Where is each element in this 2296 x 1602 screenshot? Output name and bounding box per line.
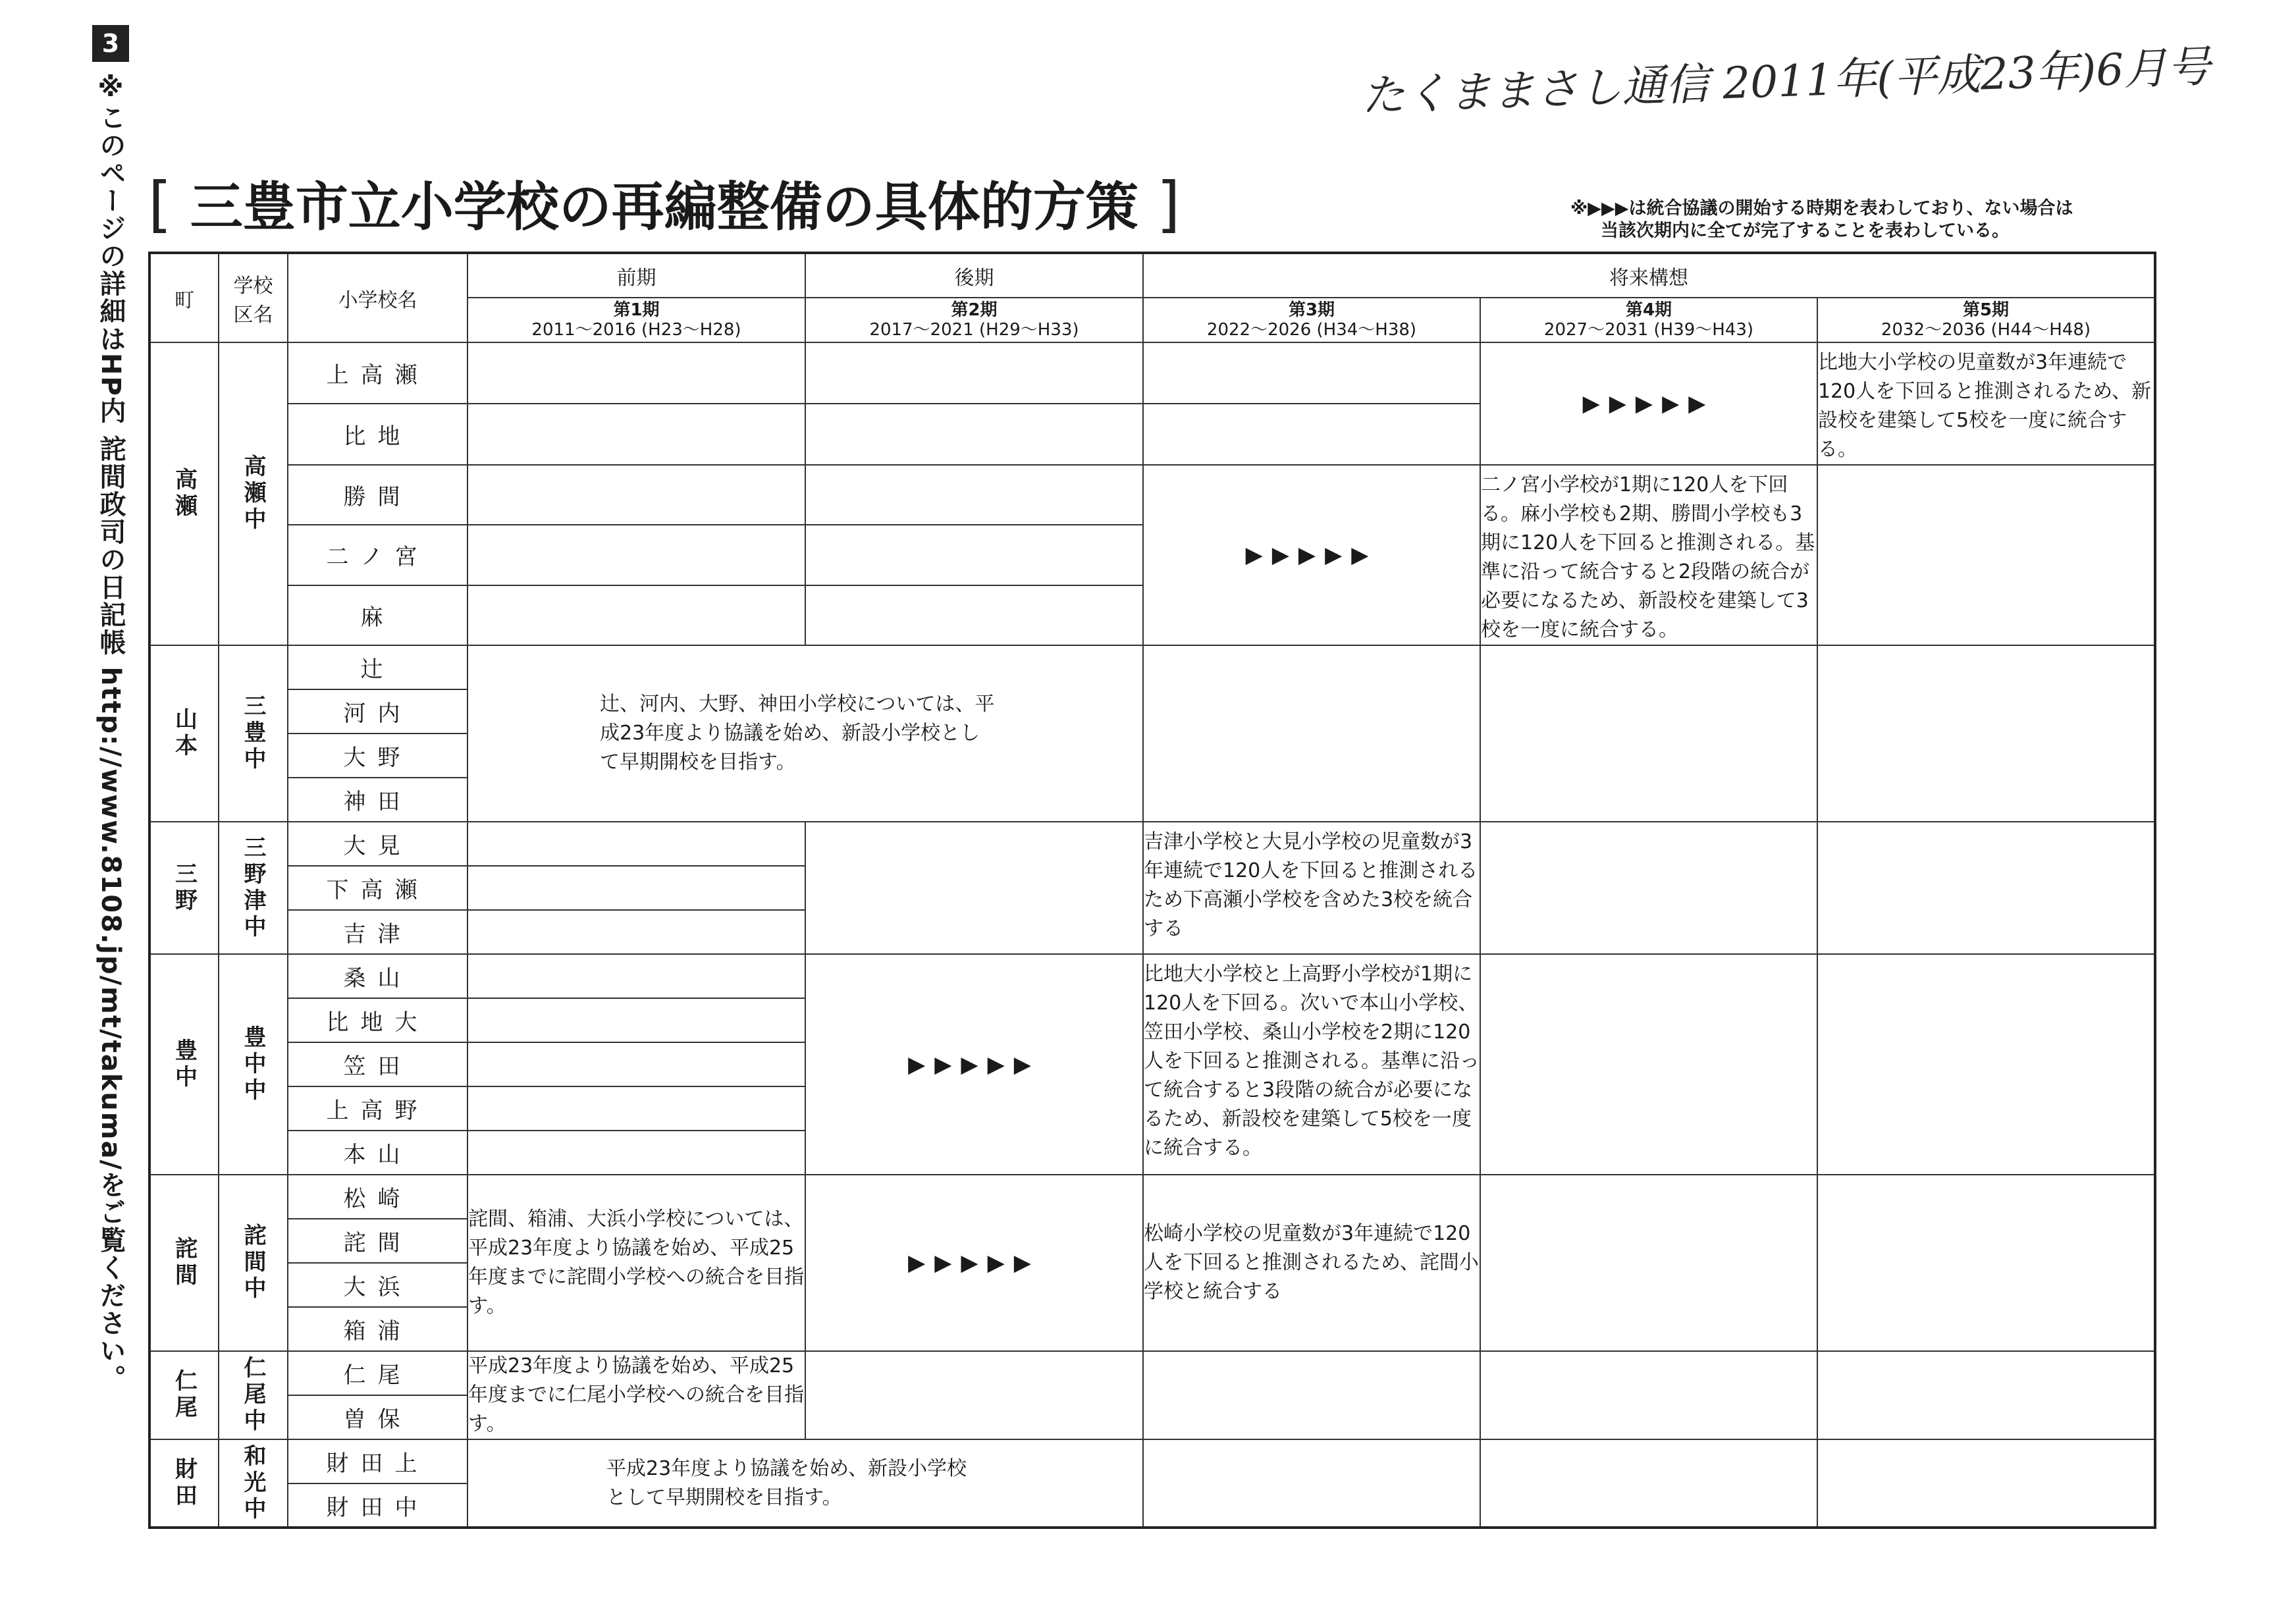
school-name: 下高瀬 — [288, 866, 467, 910]
district-saita: 和光中 — [219, 1439, 288, 1528]
cell-empty — [467, 910, 805, 954]
cell-empty — [467, 1042, 805, 1086]
cell-empty — [467, 585, 805, 645]
cell-empty — [467, 866, 805, 910]
cell-empty — [1480, 1351, 1817, 1439]
cell-empty — [805, 822, 1143, 954]
school-name: 二ノ宮 — [288, 525, 467, 585]
header-district-line2: 区名 — [233, 303, 273, 327]
school-name: 財田中 — [288, 1483, 467, 1528]
period-3-name: 第3期 — [1288, 300, 1335, 320]
town-saita: 財田 — [149, 1439, 219, 1528]
cell-empty — [805, 404, 1143, 465]
arrows-takase-p4: ▶▶▶▶▶ — [1480, 342, 1817, 465]
yamamoto-line2: 成23年度より協議を始め、新設小学校とし — [600, 722, 980, 745]
school-name: 箱浦 — [288, 1307, 467, 1351]
school-name: 比地大 — [288, 998, 467, 1042]
cell-empty — [805, 1351, 1143, 1439]
cell-empty — [1143, 1351, 1480, 1439]
town-mino: 三野 — [149, 822, 219, 954]
cell-empty — [1817, 1351, 2155, 1439]
cell-empty — [467, 525, 805, 585]
district-nio: 仁尾中 — [219, 1351, 288, 1439]
title-close-bracket: ] — [1156, 169, 1181, 240]
period-5-name: 第5期 — [1962, 300, 2010, 320]
school-name: 詫間 — [288, 1219, 467, 1263]
legend-note-line2: 当該次期内に全てが完了することを表わしている。 — [1601, 221, 2010, 241]
saita-line1: 平成23年度より協議を始め、新設小学校 — [606, 1456, 967, 1480]
cell-empty — [1480, 1175, 1817, 1351]
school-name: 神田 — [288, 778, 467, 822]
district-mino: 三野津中 — [219, 822, 288, 954]
school-name: 上高瀬 — [288, 342, 467, 404]
cell-empty — [467, 342, 805, 404]
cell-empty — [805, 585, 1143, 645]
cell-empty — [467, 1131, 805, 1175]
period-5-years: 2032～2036 (H44～H48) — [1881, 320, 2091, 340]
yamamoto-line1: 辻、河内、大野、神田小学校については、平 — [600, 693, 995, 716]
cell-empty — [1143, 404, 1480, 465]
cell-empty — [1480, 954, 1817, 1175]
arrows-takase-p3: ▶▶▶▶▶ — [1143, 465, 1480, 645]
cell-empty — [1143, 645, 1480, 822]
town-nio: 仁尾 — [149, 1351, 219, 1439]
cell-empty — [1480, 645, 1817, 822]
district-takuma: 詫間中 — [219, 1175, 288, 1351]
town-toyonaka: 豊中 — [149, 954, 219, 1175]
saita-p12-text — [467, 1439, 1143, 1528]
period-1-name: 第1期 — [613, 300, 660, 320]
saita-line2: として早期開校を目指す。 — [606, 1485, 842, 1509]
cell-empty — [467, 954, 805, 998]
period-2-name: 第2期 — [951, 300, 998, 320]
header-period-5 — [1817, 298, 2155, 342]
mino-p3-text: 吉津小学校と大見小学校の児童数が3年連続で120人を下回ると推測されるため下高瀬小学校を含めた3校を統合する — [1143, 822, 1480, 954]
page-number: 3 — [92, 25, 129, 62]
district-toyonaka: 豊中中 — [219, 954, 288, 1175]
takase-p5-text: 比地大小学校の児童数が3年連続で120人を下回ると推測されるため、新設校を建築して5校を一度に統合する。 — [1817, 342, 2155, 465]
arrows-takuma-p2: ▶▶▶▶▶ — [805, 1175, 1143, 1351]
cell-empty — [1143, 1439, 1480, 1528]
school-name: 松崎 — [288, 1175, 467, 1219]
side-url-note: ※このページの詳細はHP内 詫間政司の日記帳 http://www.8108.jp/mt/takuma/をご覧ください。 — [95, 72, 126, 1393]
town-takase: 高瀬 — [149, 342, 219, 645]
takase-p4-text: 二ノ宮小学校が1期に120人を下回る。麻小学校も2期、勝間小学校も3期に120人を下回ると推測される。基準に沿って統合すると2段階の統合が必要になるため、新設校を建築して3校を一度に統合する。 — [1480, 465, 1817, 645]
cell-empty — [467, 465, 805, 525]
town-yamamoto: 山本 — [149, 645, 219, 822]
school-name: 笠田 — [288, 1042, 467, 1086]
cell-empty — [1480, 1439, 1817, 1528]
school-name: 大浜 — [288, 1263, 467, 1307]
school-name: 仁尾 — [288, 1351, 467, 1395]
school-name: 比地 — [288, 404, 467, 465]
school-name: 財田上 — [288, 1439, 467, 1483]
page-title — [148, 165, 1181, 240]
header-period-4 — [1480, 298, 1817, 342]
district-takase: 高瀬中 — [219, 342, 288, 645]
period-4-name: 第4期 — [1625, 300, 1672, 320]
nio-p1-text: 平成23年度より協議を始め、平成25年度までに仁尾小学校への統合を目指す。 — [467, 1351, 805, 1439]
school-name: 勝間 — [288, 465, 467, 525]
yamamoto-p12-text — [467, 645, 1143, 822]
period-3-years: 2022～2026 (H34～H38) — [1206, 320, 1417, 340]
header-town: 町 — [149, 253, 219, 342]
yamamoto-line3: て早期開校を目指す。 — [600, 751, 796, 774]
school-name: 吉津 — [288, 910, 467, 954]
cell-empty — [1817, 645, 2155, 822]
takuma-p3-text: 松崎小学校の児童数が3年連続で120人を下回ると推測されるため、詫間小学校と統合する — [1143, 1175, 1480, 1351]
toyonaka-p3-text: 比地大小学校と上高野小学校が1期に120人を下回る。次いで本山小学校、笠田小学校、桑山小学校を2期に120人を下回ると推測される。基準に沿って統合すると3段階の統合が必要になるため、新設校を建築して5校を一度に統合する。 — [1143, 954, 1480, 1175]
district-yamamoto: 三豊中 — [219, 645, 288, 822]
legend-note-line1: ※▶▶▶は統合協議の開始する時期を表わしており、ない場合は — [1570, 198, 2073, 219]
period-2-years: 2017～2021 (H29～H33) — [869, 320, 1079, 340]
header-district-line1: 学校 — [233, 274, 273, 298]
cell-empty — [467, 822, 805, 866]
cell-empty — [1817, 822, 2155, 954]
cell-empty — [805, 525, 1143, 585]
header-period-1 — [467, 298, 805, 342]
handwritten-header: たくままさし通信 2011年(平成23年)6月号 — [1360, 41, 2212, 122]
header-period-2 — [805, 298, 1143, 342]
cell-empty — [1143, 342, 1480, 404]
cell-empty — [1480, 822, 1817, 954]
header-period-3 — [1143, 298, 1480, 342]
cell-empty — [1817, 1439, 2155, 1528]
header-late: 後期 — [805, 253, 1143, 298]
school-name: 上高野 — [288, 1086, 467, 1131]
school-name: 桑山 — [288, 954, 467, 998]
school-name: 河内 — [288, 689, 467, 734]
header-district — [219, 253, 288, 342]
period-4-years: 2027～2031 (H39～H43) — [1543, 320, 1754, 340]
period-1-years: 2011～2016 (H23～H28) — [531, 320, 741, 340]
title-text: 三豊市立小学校の再編整備の具体的方策 — [190, 176, 1138, 238]
cell-empty — [467, 1086, 805, 1131]
school-name: 大野 — [288, 734, 467, 778]
town-takuma: 詫間 — [149, 1175, 219, 1351]
reorganization-table — [148, 252, 2156, 1529]
cell-empty — [1817, 1175, 2155, 1351]
cell-empty — [1817, 465, 2155, 645]
school-name: 曽保 — [288, 1395, 467, 1439]
cell-empty — [805, 342, 1143, 404]
school-name: 大見 — [288, 822, 467, 866]
cell-empty — [805, 465, 1143, 525]
school-name: 本山 — [288, 1131, 467, 1175]
arrows-toyonaka-p2: ▶▶▶▶▶ — [805, 954, 1143, 1175]
school-name: 麻 — [288, 585, 467, 645]
school-name: 辻 — [288, 645, 467, 689]
cell-empty — [467, 404, 805, 465]
header-school: 小学校名 — [288, 253, 467, 342]
legend-note — [1570, 198, 2235, 242]
header-future: 将来構想 — [1143, 253, 2155, 298]
cell-empty — [467, 998, 805, 1042]
header-early: 前期 — [467, 253, 805, 298]
takuma-p1-text: 詫間、箱浦、大浜小学校については、平成23年度より協議を始め、平成25年度までに詫間小学校への統合を目指す。 — [467, 1175, 805, 1351]
title-open-bracket: [ — [148, 169, 172, 240]
cell-empty — [1817, 954, 2155, 1175]
